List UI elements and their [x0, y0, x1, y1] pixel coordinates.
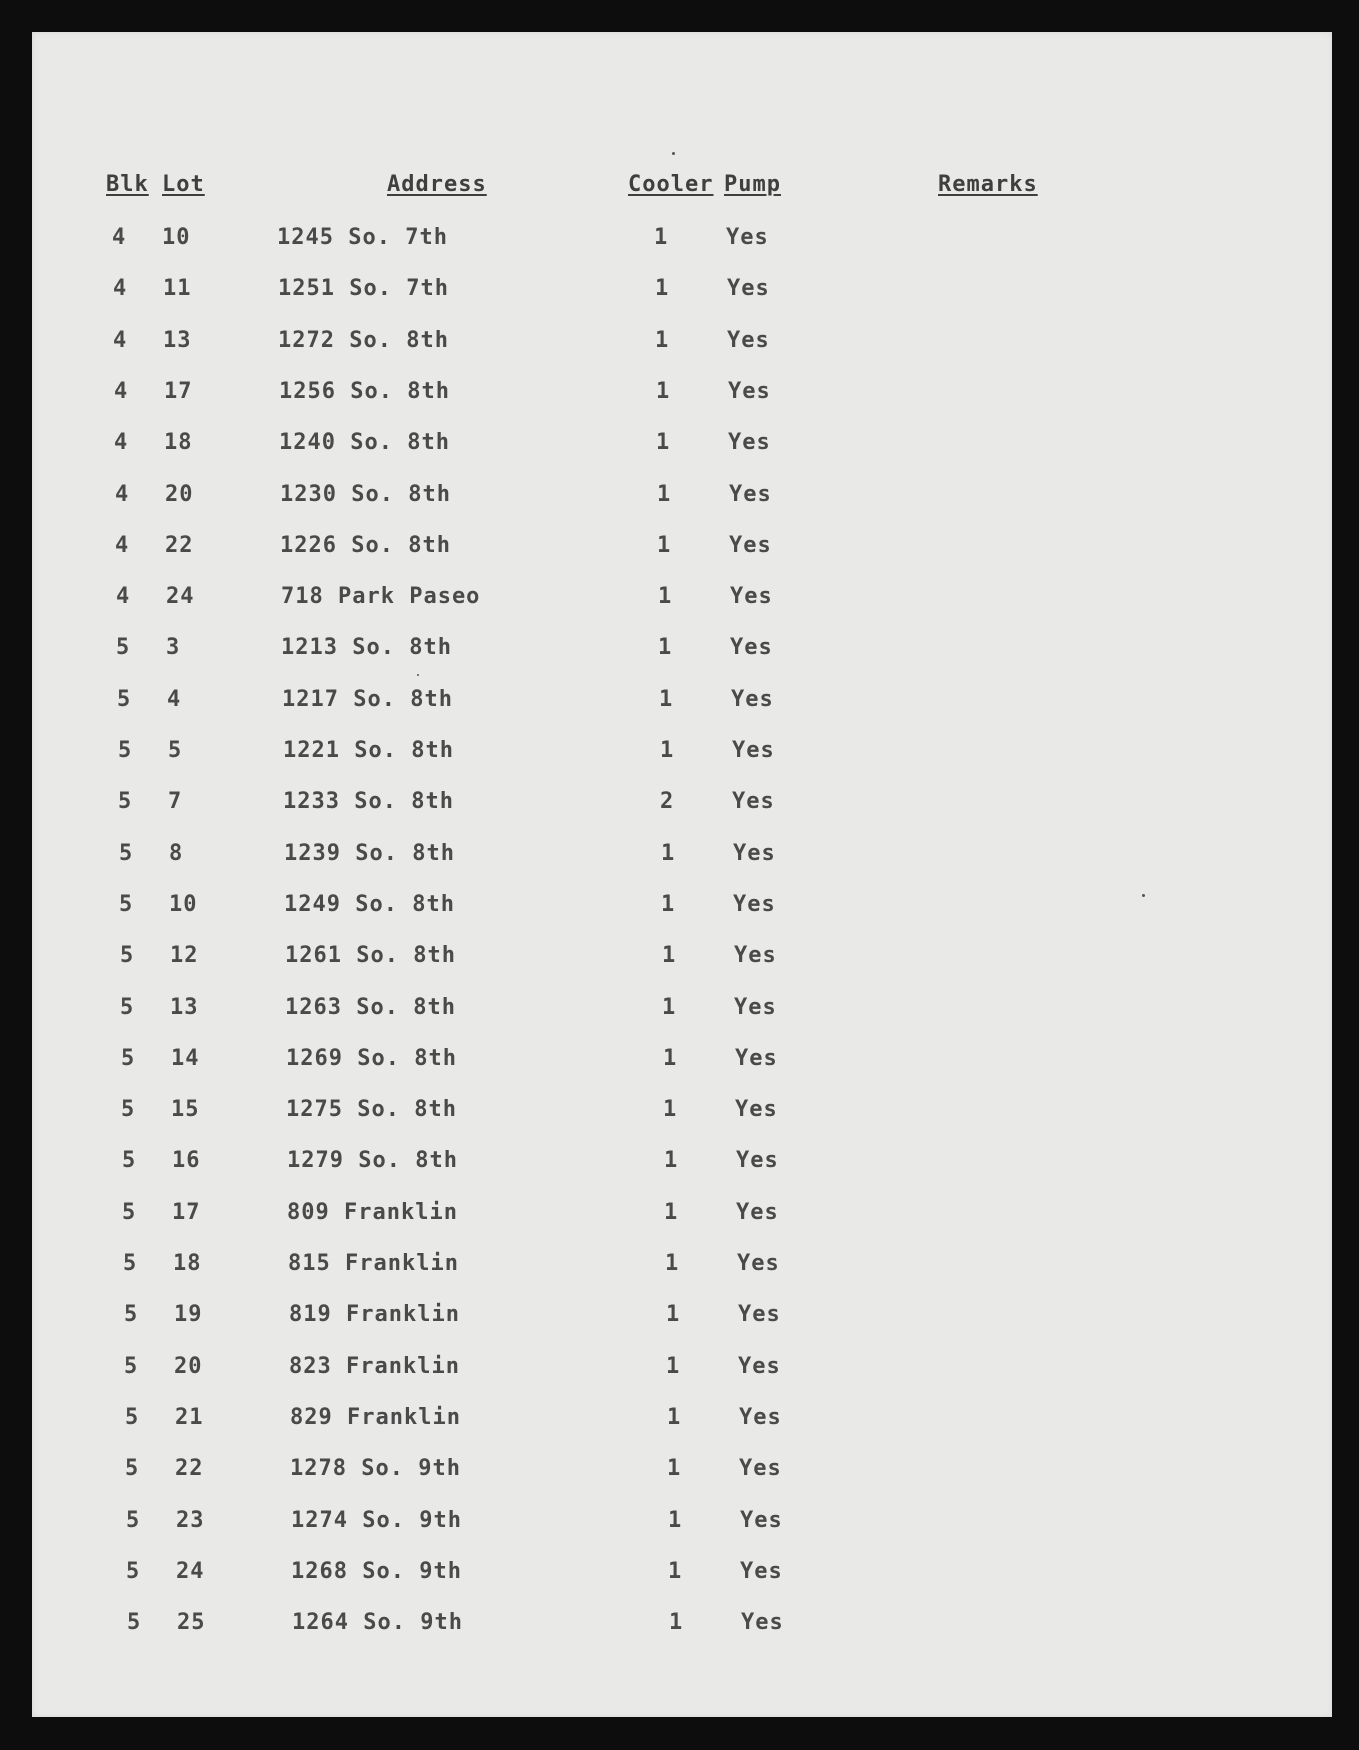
cell-blk: 5 — [116, 635, 131, 661]
cell-cooler: 1 — [668, 1558, 683, 1584]
cell-lot: 17 — [172, 1199, 201, 1225]
cell-lot: 4 — [167, 686, 182, 712]
cell-pump: Yes — [730, 584, 773, 610]
cell-cooler: 2 — [660, 789, 675, 815]
cell-lot: 10 — [169, 891, 198, 917]
cell-cooler: 1 — [668, 1507, 683, 1533]
cell-cooler: 1 — [658, 584, 673, 610]
cell-address: 1245 So. 7th — [277, 225, 448, 250]
cell-address: 815 Franklin — [288, 1251, 459, 1276]
cell-cooler: 1 — [654, 225, 669, 250]
cell-blk: 5 — [125, 1456, 140, 1482]
cell-address: 718 Park Paseo — [281, 584, 481, 610]
cell-pump: Yes — [728, 378, 771, 404]
header-cooler: Cooler — [628, 172, 714, 197]
cell-lot: 14 — [171, 1045, 200, 1071]
cell-pump: Yes — [733, 840, 776, 866]
cell-pump: Yes — [733, 891, 776, 917]
cell-lot: 24 — [176, 1558, 205, 1584]
document-page — [32, 32, 1332, 1717]
cell-pump: Yes — [727, 276, 770, 302]
cell-blk: 5 — [119, 891, 134, 917]
cell-cooler: 1 — [658, 635, 673, 661]
cell-address: 1226 So. 8th — [280, 532, 451, 558]
cell-cooler: 1 — [657, 532, 672, 558]
cell-lot: 22 — [175, 1456, 204, 1482]
cell-pump: Yes — [736, 1148, 779, 1174]
cell-cooler: 1 — [660, 738, 675, 763]
cell-pump: Yes — [734, 943, 777, 969]
header-pump: Pump — [724, 172, 781, 197]
cell-blk: 5 — [126, 1558, 141, 1584]
cell-address: 1251 So. 7th — [278, 276, 449, 302]
cell-cooler: 1 — [664, 1148, 679, 1174]
cell-blk: 5 — [124, 1353, 139, 1379]
cell-cooler: 1 — [659, 686, 674, 712]
cell-cooler: 1 — [666, 1302, 681, 1328]
cell-blk: 4 — [114, 378, 129, 404]
cell-address: 823 Franklin — [289, 1353, 460, 1379]
cell-lot: 20 — [174, 1353, 203, 1379]
cell-blk: 5 — [118, 789, 133, 815]
paper-speck — [417, 674, 419, 676]
cell-blk: 5 — [125, 1404, 140, 1430]
cell-pump: Yes — [734, 994, 777, 1020]
header-remarks: Remarks — [938, 172, 1038, 197]
cell-pump: Yes — [737, 1251, 780, 1276]
cell-blk: 4 — [115, 532, 130, 558]
cell-lot: 12 — [170, 943, 199, 969]
cell-pump: Yes — [736, 1199, 779, 1225]
cell-pump: Yes — [730, 635, 773, 661]
cell-lot: 8 — [169, 840, 184, 866]
cell-cooler: 1 — [667, 1404, 682, 1430]
cell-pump: Yes — [739, 1456, 782, 1482]
cell-blk: 5 — [119, 840, 134, 866]
cell-address: 829 Franklin — [290, 1404, 461, 1430]
cell-pump: Yes — [738, 1353, 781, 1379]
paper-speck — [1142, 894, 1145, 897]
cell-lot: 7 — [168, 789, 183, 815]
paper-speck — [672, 152, 675, 155]
cell-cooler: 1 — [666, 1353, 681, 1379]
cell-blk: 5 — [117, 686, 132, 712]
cell-cooler: 1 — [667, 1456, 682, 1482]
cell-pump: Yes — [739, 1404, 782, 1430]
cell-blk: 4 — [115, 481, 130, 507]
cell-cooler: 1 — [657, 481, 672, 507]
cell-lot: 13 — [170, 994, 199, 1020]
cell-lot: 13 — [163, 327, 192, 353]
cell-pump: Yes — [735, 1045, 778, 1071]
cell-pump: Yes — [732, 738, 775, 763]
cell-cooler: 1 — [661, 891, 676, 917]
cell-blk: 4 — [114, 430, 129, 456]
cell-blk: 5 — [126, 1507, 141, 1533]
cell-lot: 17 — [164, 378, 193, 404]
cell-cooler: 1 — [655, 327, 670, 353]
cell-address: 1261 So. 8th — [285, 943, 456, 969]
cell-lot: 24 — [166, 584, 195, 610]
header-blk: Blk — [106, 172, 149, 197]
cell-blk: 5 — [122, 1199, 137, 1225]
cell-lot: 5 — [168, 738, 183, 763]
cell-cooler: 1 — [663, 1097, 678, 1123]
cell-cooler: 1 — [656, 430, 671, 456]
cell-address: 1269 So. 8th — [286, 1045, 457, 1071]
cell-address: 809 Franklin — [287, 1199, 458, 1225]
cell-cooler: 1 — [665, 1251, 680, 1276]
cell-blk: 5 — [122, 1148, 137, 1174]
cell-address: 1230 So. 8th — [280, 481, 451, 507]
cell-address: 1272 So. 8th — [278, 327, 449, 353]
cell-address: 1217 So. 8th — [282, 686, 453, 712]
cell-blk: 4 — [112, 225, 127, 250]
cell-cooler: 1 — [669, 1610, 684, 1636]
cell-blk: 5 — [123, 1251, 138, 1276]
cell-lot: 10 — [162, 225, 191, 250]
cell-lot: 25 — [177, 1610, 206, 1636]
cell-pump: Yes — [729, 532, 772, 558]
cell-pump: Yes — [729, 481, 772, 507]
cell-blk: 5 — [121, 1097, 136, 1123]
cell-cooler: 1 — [664, 1199, 679, 1225]
cell-lot: 23 — [176, 1507, 205, 1533]
cell-lot: 22 — [165, 532, 194, 558]
cell-pump: Yes — [728, 430, 771, 456]
cell-blk: 4 — [116, 584, 131, 610]
cell-cooler: 1 — [663, 1045, 678, 1071]
cell-pump: Yes — [726, 225, 769, 250]
cell-lot: 19 — [174, 1302, 203, 1328]
cell-cooler: 1 — [661, 840, 676, 866]
header-address: Address — [387, 172, 487, 197]
cell-address: 1274 So. 9th — [291, 1507, 462, 1533]
cell-address: 1268 So. 9th — [291, 1558, 462, 1584]
cell-lot: 20 — [165, 481, 194, 507]
cell-address: 1239 So. 8th — [284, 840, 455, 866]
cell-lot: 15 — [171, 1097, 200, 1123]
cell-lot: 3 — [166, 635, 181, 661]
cell-lot: 18 — [173, 1251, 202, 1276]
cell-address: 1263 So. 8th — [285, 994, 456, 1020]
cell-pump: Yes — [740, 1558, 783, 1584]
cell-address: 1275 So. 8th — [286, 1097, 457, 1123]
cell-pump: Yes — [738, 1302, 781, 1328]
header-lot: Lot — [162, 172, 205, 197]
cell-lot: 18 — [164, 430, 193, 456]
cell-blk: 5 — [120, 943, 135, 969]
cell-blk: 5 — [121, 1045, 136, 1071]
cell-blk: 4 — [113, 276, 128, 302]
cell-blk: 5 — [118, 738, 133, 763]
cell-cooler: 1 — [662, 994, 677, 1020]
cell-address: 1278 So. 9th — [290, 1456, 461, 1482]
cell-pump: Yes — [735, 1097, 778, 1123]
cell-pump: Yes — [740, 1507, 783, 1533]
cell-blk: 5 — [124, 1302, 139, 1328]
cell-address: 1233 So. 8th — [283, 789, 454, 815]
cell-address: 1279 So. 8th — [287, 1148, 458, 1174]
cell-blk: 5 — [127, 1610, 142, 1636]
cell-address: 1240 So. 8th — [279, 430, 450, 456]
cell-blk: 4 — [113, 327, 128, 353]
cell-cooler: 1 — [656, 378, 671, 404]
cell-blk: 5 — [120, 994, 135, 1020]
cell-address: 1221 So. 8th — [283, 738, 454, 763]
cell-lot: 21 — [175, 1404, 204, 1430]
cell-pump: Yes — [727, 327, 770, 353]
cell-lot: 11 — [163, 276, 192, 302]
cell-lot: 16 — [172, 1148, 201, 1174]
cell-pump: Yes — [741, 1610, 784, 1636]
cell-address: 1264 So. 9th — [292, 1610, 463, 1636]
cell-address: 1213 So. 8th — [281, 635, 452, 661]
cell-pump: Yes — [731, 686, 774, 712]
cell-cooler: 1 — [655, 276, 670, 302]
cell-cooler: 1 — [662, 943, 677, 969]
cell-address: 1256 So. 8th — [279, 378, 450, 404]
cell-address: 1249 So. 8th — [284, 891, 455, 917]
cell-address: 819 Franklin — [289, 1302, 460, 1328]
cell-pump: Yes — [732, 789, 775, 815]
